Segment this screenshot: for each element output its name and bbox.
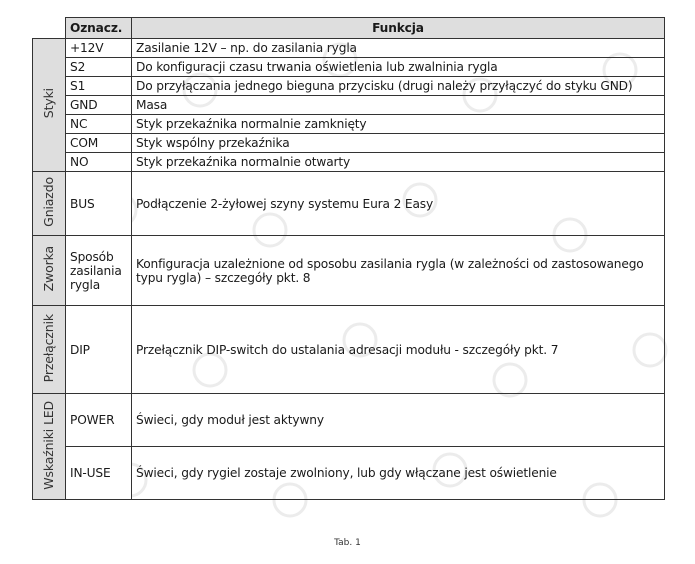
group-label-przelacznik: Przełącznik [41, 313, 56, 383]
row-designation: NC [66, 115, 132, 134]
row-designation: BUS [66, 172, 132, 236]
group-label-gniazdo: Gniazdo [41, 177, 56, 227]
group-wskazniki-led [33, 394, 66, 500]
row-function: Masa [132, 96, 665, 115]
header-corner [33, 18, 66, 39]
group-przelacznik [33, 306, 66, 394]
function-table-container [32, 17, 664, 500]
table-row [33, 394, 665, 447]
row-function: Przełącznik DIP-switch do ustalania adresacji modułu - szczegóły pkt. 7 [132, 306, 665, 394]
row-function: Konfiguracja uzależnione od sposobu zasilania rygla (w zależności od zastosowanego typu rygla) – szczegóły pkt. 8 [132, 236, 665, 306]
table-row [33, 153, 665, 172]
row-function: Świeci, gdy rygiel zostaje zwolniony, lub gdy włączane jest oświetlenie [132, 447, 665, 500]
row-function: Styk wspólny przekaźnika [132, 134, 665, 153]
table-row [33, 96, 665, 115]
row-function: Styk przekaźnika normalnie zamknięty [132, 115, 665, 134]
row-designation: +12V [66, 39, 132, 58]
table-row [33, 236, 665, 306]
row-function: Do przyłączania jednego bieguna przycisku (drugi należy przyłączyć do styku GND) [132, 77, 665, 96]
group-zworka [33, 236, 66, 306]
group-gniazdo [33, 172, 66, 236]
header-oznaczenie: Oznacz. [66, 18, 132, 39]
row-designation: POWER [66, 394, 132, 447]
table-row [33, 39, 665, 58]
table-row [33, 58, 665, 77]
row-designation: DIP [66, 306, 132, 394]
table-row [33, 134, 665, 153]
row-designation: COM [66, 134, 132, 153]
row-designation: Sposób zasilania rygla [66, 236, 132, 306]
row-function: Do konfiguracji czasu trwania oświetlenia lub zwalninia rygla [132, 58, 665, 77]
function-table [32, 17, 665, 500]
table-row [33, 115, 665, 134]
table-caption: Tab. 1 [334, 538, 361, 548]
row-function: Styk przekaźnika normalnie otwarty [132, 153, 665, 172]
row-function: Świeci, gdy moduł jest aktywny [132, 394, 665, 447]
group-styki [33, 39, 66, 172]
row-designation: NO [66, 153, 132, 172]
table-row [33, 306, 665, 394]
row-designation: S1 [66, 77, 132, 96]
group-label-zworka: Zworka [41, 246, 56, 292]
table-row [33, 77, 665, 96]
header-funkcja: Funkcja [132, 18, 665, 39]
table-row [33, 172, 665, 236]
group-label-styki: Styki [41, 88, 56, 119]
row-function: Zasilanie 12V – np. do zasilania rygla [132, 39, 665, 58]
row-designation: IN-USE [66, 447, 132, 500]
row-function: Podłączenie 2-żyłowej szyny systemu Eura 2 Easy [132, 172, 665, 236]
table-row [33, 447, 665, 500]
row-designation: GND [66, 96, 132, 115]
group-label-wskazniki-led: Wskaźniki LED [41, 400, 56, 490]
row-designation: S2 [66, 58, 132, 77]
